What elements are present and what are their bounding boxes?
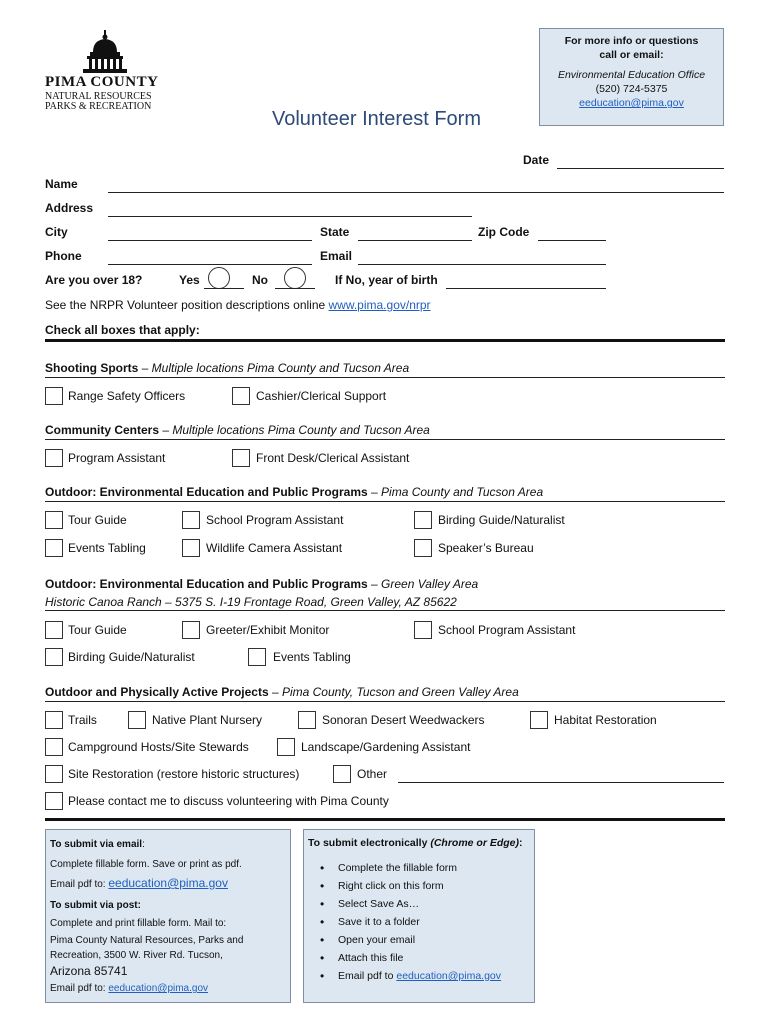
- label-campground: Campground Hosts/Site Stewards: [68, 740, 249, 754]
- section-sep: –: [268, 685, 282, 699]
- list-item: • Complete the fillable form: [308, 859, 530, 877]
- submit-email-line2: [50, 874, 286, 894]
- label-trails: Trails: [68, 713, 97, 727]
- last-step-prefix: Email pdf to: [338, 970, 397, 982]
- checkbox-gv-school-program[interactable]: [414, 621, 432, 639]
- checkbox-school-program[interactable]: [182, 511, 200, 529]
- section-sep: –: [138, 361, 152, 375]
- nrpr-link[interactable]: www.pima.gov/nrpr: [328, 298, 431, 312]
- label-gv-events: Events Tabling: [273, 650, 351, 664]
- section-rule: [45, 610, 725, 611]
- section-sep: –: [367, 577, 382, 591]
- section-rule: [45, 501, 725, 502]
- birth-year-field[interactable]: [446, 288, 606, 289]
- section-note: Multiple locations Pima County and Tucson Area: [151, 361, 410, 375]
- label-other: Other: [357, 767, 388, 781]
- contact-office: Environmental Education Office: [557, 69, 706, 81]
- checkbox-contact-me[interactable]: [45, 792, 63, 810]
- state-field[interactable]: [358, 240, 472, 241]
- contact-heading1: For more info or questions: [564, 35, 699, 47]
- checkbox-greeter[interactable]: [182, 621, 200, 639]
- state-label: State: [320, 225, 350, 239]
- no-label: No: [252, 273, 268, 287]
- section-active-heading: [45, 685, 519, 699]
- label-gv-tour-guide: Tour Guide: [68, 623, 127, 637]
- submit-post-line2: Pima County Natural Resources, Parks and: [50, 935, 244, 946]
- checkbox-cashier[interactable]: [232, 387, 250, 405]
- checkbox-site-restoration[interactable]: [45, 765, 63, 783]
- section-rule: [45, 701, 725, 702]
- birth-year-label: If No, year of birth: [335, 273, 438, 287]
- submit-email-heading: [50, 836, 286, 854]
- label-birding-guide: Birding Guide/Naturalist: [438, 513, 565, 527]
- section-title: Outdoor: Environmental Education and Public Programs: [45, 485, 368, 499]
- label-school-program: School Program Assistant: [206, 513, 344, 527]
- label-site-restoration: Site Restoration (restore historic structures): [68, 767, 300, 781]
- org-name: PIMA COUNTY: [45, 74, 159, 90]
- checkbox-program-assistant[interactable]: [45, 449, 63, 467]
- section-note: Multiple locations Pima County and Tucson Area: [172, 423, 430, 437]
- submit-post-line1: Complete and print fillable form. Mail to:: [50, 918, 227, 929]
- email-pdf-link[interactable]: eeducation@pima.gov: [108, 876, 228, 890]
- email-pdf-prefix: Email pdf to:: [50, 879, 109, 890]
- section-title: Shooting Sports: [45, 361, 139, 375]
- list-item: [308, 967, 530, 985]
- submit-post-heading: To submit via post:: [50, 900, 141, 911]
- post-pdf-link[interactable]: eeducation@pima.gov: [108, 983, 209, 994]
- list-item: • Right click on this form: [308, 877, 530, 895]
- submit-electronic-box: [303, 829, 535, 1003]
- capitol-dome-icon: [45, 28, 165, 78]
- section-title: Community Centers: [45, 423, 160, 437]
- contact-box: [539, 28, 724, 126]
- city-field[interactable]: [108, 240, 312, 241]
- section-outdoor-gv-heading: [45, 577, 478, 591]
- logo: [45, 28, 165, 114]
- last-step-link[interactable]: eeducation@pima.gov: [396, 970, 502, 982]
- list-item: • Open your email: [308, 931, 530, 949]
- no-radio[interactable]: [284, 267, 306, 289]
- divider-top: [45, 339, 725, 342]
- list-item: • Save it to a folder: [308, 913, 530, 931]
- label-greeter: Greeter/Exhibit Monitor: [206, 623, 330, 637]
- checkbox-trails[interactable]: [45, 711, 63, 729]
- list-item: • Attach this file: [308, 949, 530, 967]
- section-community-heading: [45, 423, 430, 437]
- checkbox-campground[interactable]: [45, 738, 63, 756]
- contact-phone: (520) 724-5375: [595, 83, 668, 95]
- checkbox-wildlife-camera[interactable]: [182, 539, 200, 557]
- section-note: Green Valley Area: [381, 577, 479, 591]
- checkbox-tour-guide[interactable]: [45, 511, 63, 529]
- checkbox-weedwackers[interactable]: [298, 711, 316, 729]
- checkbox-landscape[interactable]: [277, 738, 295, 756]
- checkbox-gv-tour-guide[interactable]: [45, 621, 63, 639]
- label-wildlife-camera: Wildlife Camera Assistant: [206, 541, 343, 555]
- checkbox-speakers-bureau[interactable]: [414, 539, 432, 557]
- electronic-heading-italic: (Chrome or Edge): [430, 837, 520, 849]
- label-cashier: Cashier/Clerical Support: [256, 389, 387, 403]
- org-sub1: NATURAL RESOURCES: [45, 91, 152, 102]
- label-weedwackers: Sonoran Desert Weedwackers: [322, 713, 485, 727]
- label-gv-school-program: School Program Assistant: [438, 623, 576, 637]
- zip-field[interactable]: [538, 240, 606, 241]
- submit-email-heading-colon: :: [142, 839, 145, 850]
- label-contact-me: Please contact me to discuss volunteering with Pima County: [68, 794, 389, 808]
- label-gv-birding: Birding Guide/Naturalist: [68, 650, 195, 664]
- other-field[interactable]: [398, 782, 724, 783]
- label-speakers-bureau: Speaker’s Bureau: [438, 541, 534, 555]
- label-native-plant: Native Plant Nursery: [152, 713, 263, 727]
- name-field[interactable]: [108, 192, 724, 193]
- checkbox-other[interactable]: [333, 765, 351, 783]
- section-note: Pima County, Tucson and Green Valley Area: [281, 685, 519, 699]
- electronic-steps-list: [308, 859, 530, 985]
- section-sep: –: [367, 485, 382, 499]
- zip-label: Zip Code: [478, 225, 530, 239]
- post-pdf-prefix: Email pdf to:: [50, 983, 109, 994]
- section-shooting-heading: [45, 361, 409, 375]
- label-habitat: Habitat Restoration: [554, 713, 657, 727]
- label-tour-guide: Tour Guide: [68, 513, 127, 527]
- phone-label: Phone: [45, 249, 82, 263]
- section-title: Outdoor and Physically Active Projects: [45, 685, 269, 699]
- section-address: Historic Canoa Ranch – 5375 S. I-19 Frontage Road, Green Valley, AZ 85622: [45, 595, 457, 609]
- yes-label: Yes: [179, 273, 200, 287]
- submit-email-line1: Complete fillable form. Save or print as pdf.: [50, 859, 242, 870]
- label-program-assistant: Program Assistant: [68, 451, 166, 465]
- submit-email-heading-text: To submit via email: [50, 839, 143, 850]
- date-field[interactable]: [557, 168, 724, 169]
- over18-label: Are you over 18?: [45, 273, 143, 287]
- electronic-heading-prefix: To submit electronically: [308, 837, 431, 849]
- check-all-heading: Check all boxes that apply:: [45, 323, 200, 337]
- list-item: • Select Save As…: [308, 895, 530, 913]
- section-outdoor-pima-heading: [45, 485, 543, 499]
- label-landscape: Landscape/Gardening Assistant: [301, 740, 471, 754]
- submit-electronic-heading: [308, 837, 530, 849]
- section-title: Outdoor: Environmental Education and Public Programs: [45, 577, 368, 591]
- date-label: Date: [523, 153, 550, 167]
- descriptions-prefix: See the NRPR Volunteer position descriptions online: [45, 298, 329, 312]
- submit-post-line5: [50, 980, 286, 997]
- yes-radio[interactable]: [208, 267, 230, 289]
- checkbox-birding-guide[interactable]: [414, 511, 432, 529]
- checkbox-native-plant[interactable]: [128, 711, 146, 729]
- checkbox-range-safety[interactable]: [45, 387, 63, 405]
- page-title: Volunteer Interest Form: [272, 108, 481, 130]
- label-events-tabling: Events Tabling: [68, 541, 146, 555]
- checkbox-habitat[interactable]: [530, 711, 548, 729]
- no-underline: [275, 288, 315, 289]
- phone-field[interactable]: [108, 264, 312, 265]
- name-label: Name: [45, 177, 78, 191]
- electronic-heading-suffix: :: [519, 837, 523, 849]
- checkbox-front-desk[interactable]: [232, 449, 250, 467]
- section-note: Pima County and Tucson Area: [381, 485, 544, 499]
- submit-post-line4: Arizona 85741: [50, 964, 128, 978]
- submit-post-line3: Recreation, 3500 W. River Rd. Tucson,: [50, 950, 223, 961]
- submit-email-box: [45, 829, 291, 1003]
- email-label: Email: [320, 249, 353, 263]
- section-rule: [45, 377, 725, 378]
- section-rule: [45, 439, 725, 440]
- checkbox-gv-birding[interactable]: [45, 648, 63, 666]
- checkbox-events-tabling[interactable]: [45, 539, 63, 557]
- label-range-safety: Range Safety Officers: [68, 389, 186, 403]
- contact-email-link[interactable]: eeducation@pima.gov: [579, 97, 684, 109]
- divider-bottom: [45, 818, 725, 821]
- section-sep: –: [159, 423, 173, 437]
- label-front-desk: Front Desk/Clerical Assistant: [256, 451, 410, 465]
- yes-underline: [204, 288, 244, 289]
- descriptions-text: [45, 298, 431, 312]
- org-sub2: PARKS & RECREATION: [45, 101, 152, 112]
- address-label: Address: [45, 201, 94, 215]
- email-field[interactable]: [358, 264, 606, 265]
- checkbox-gv-events[interactable]: [248, 648, 266, 666]
- city-label: City: [45, 225, 68, 239]
- contact-heading2: call or email:: [599, 49, 664, 61]
- address-field[interactable]: [108, 216, 472, 217]
